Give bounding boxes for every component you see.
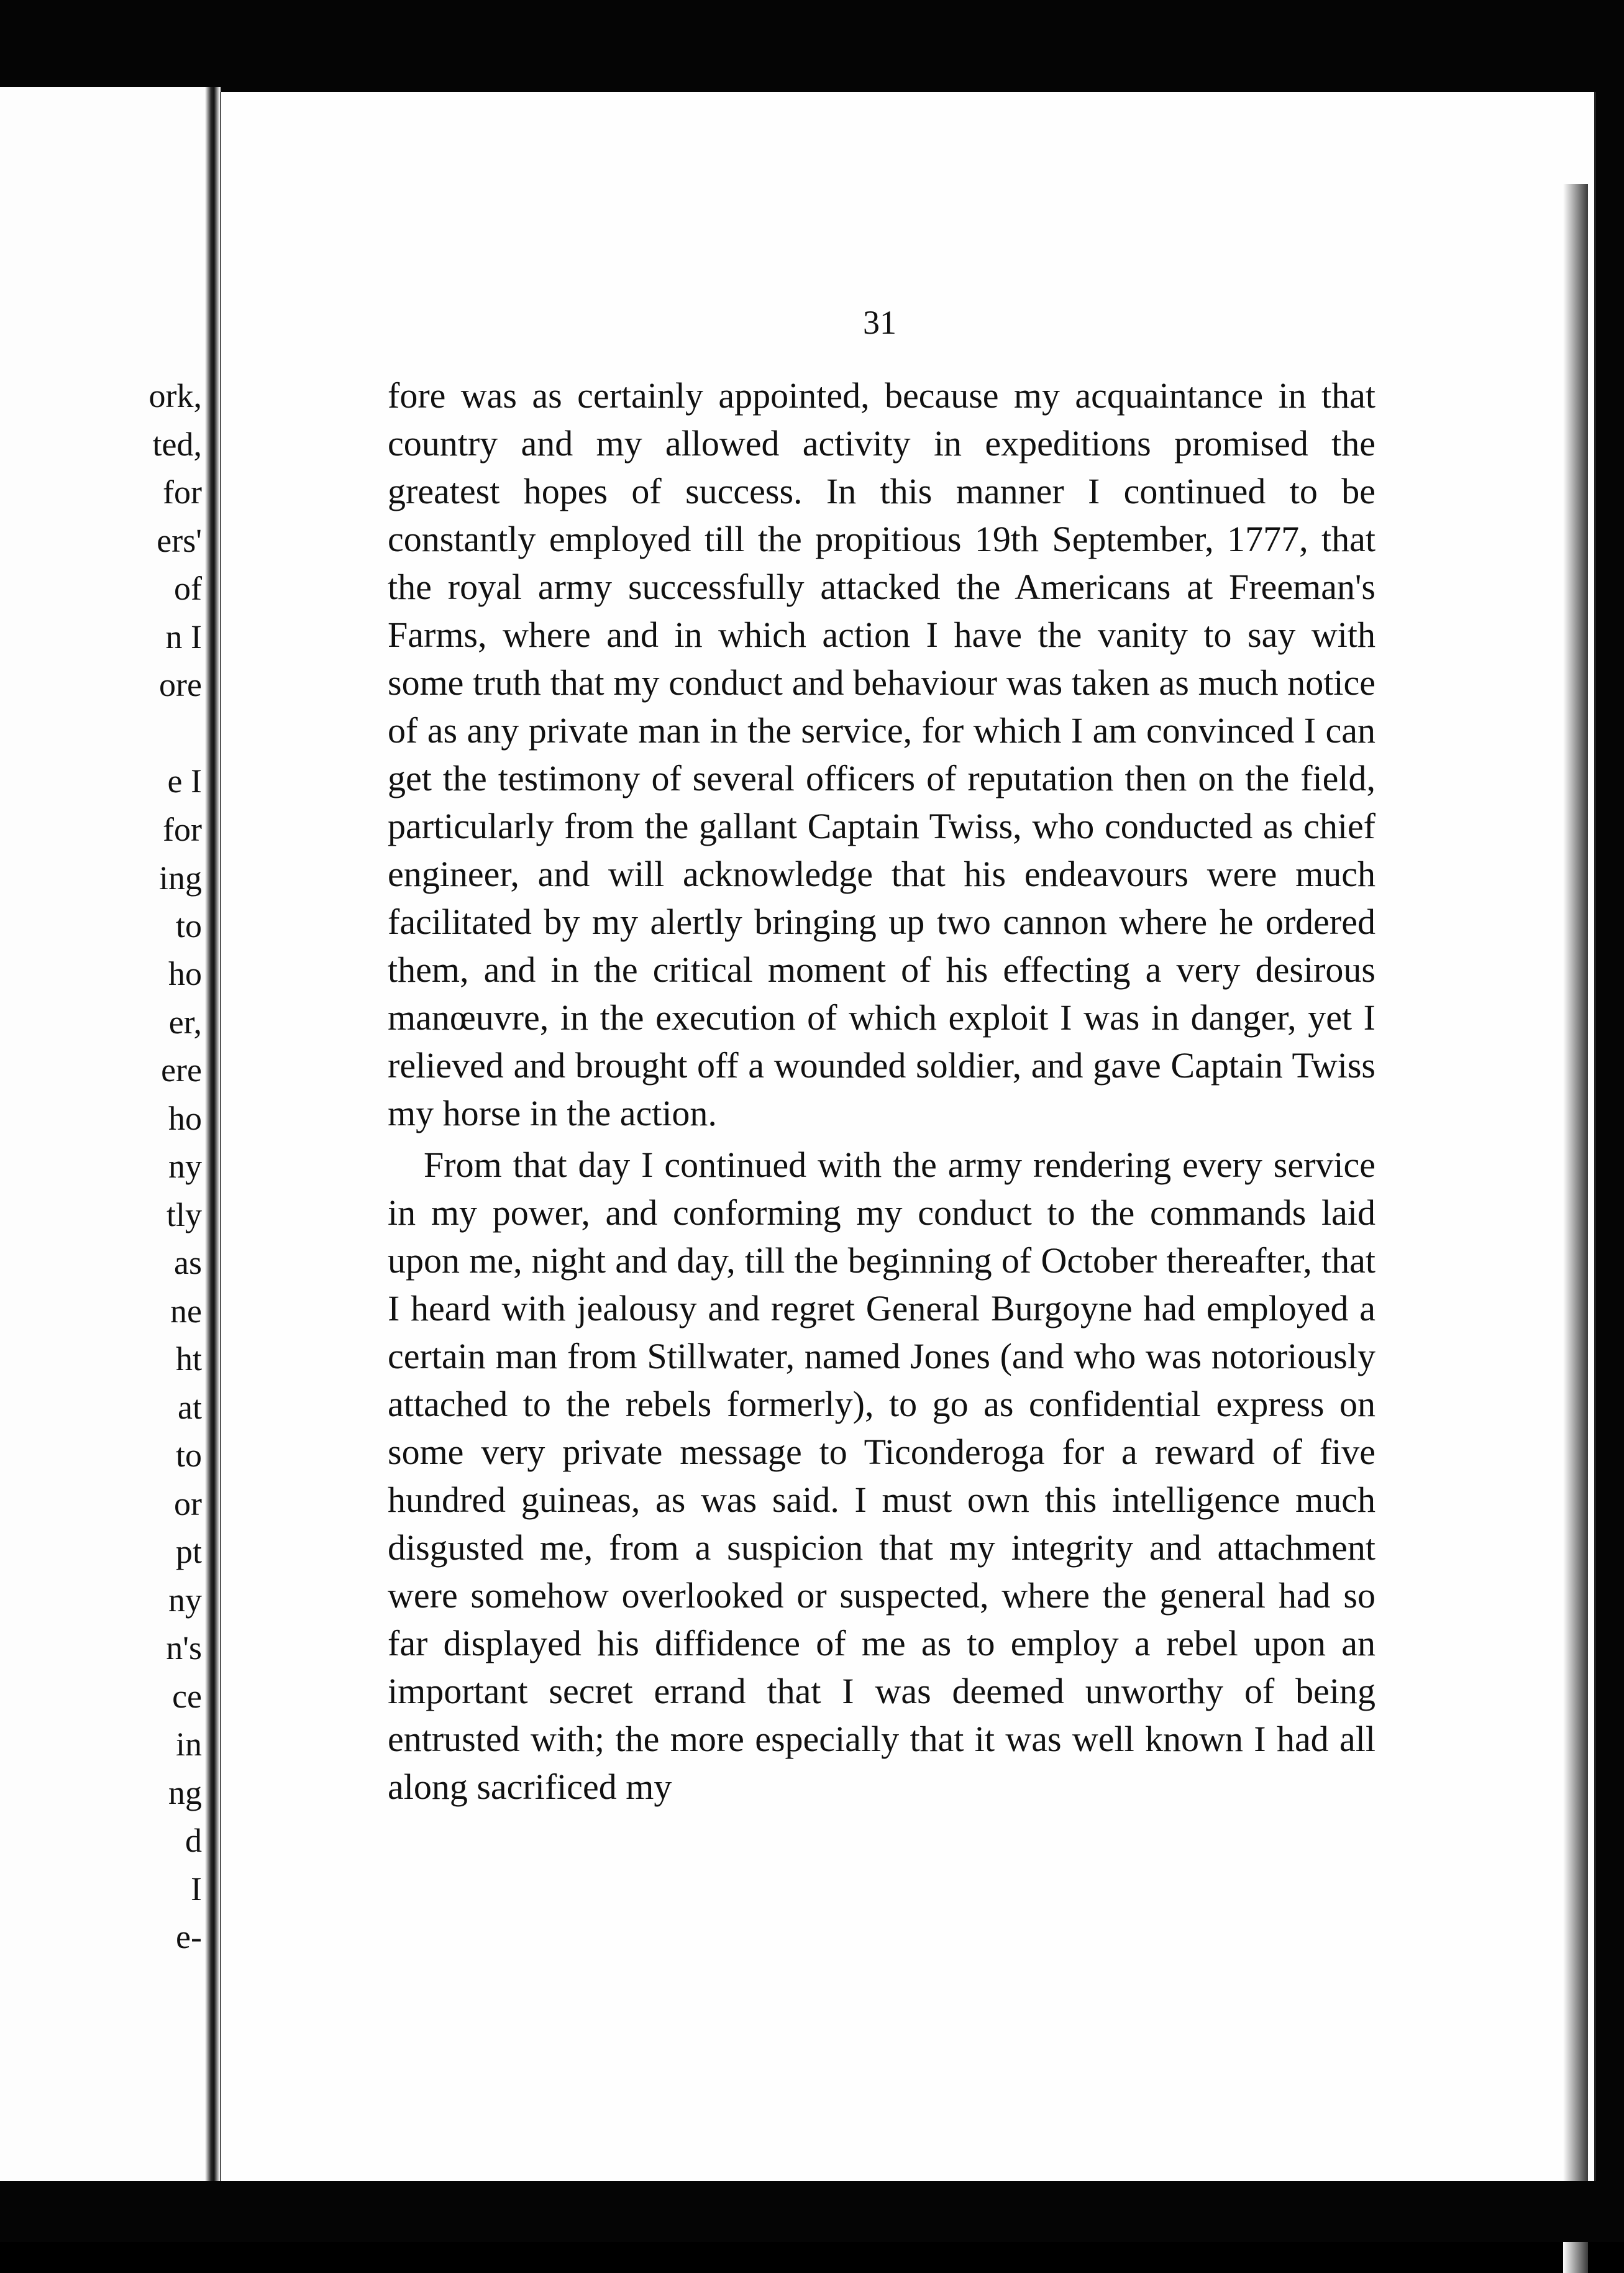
left-page-fragment: e-: [176, 1918, 202, 1955]
left-page-fragment: as: [174, 1244, 202, 1281]
page-text: [388, 372, 1375, 1811]
left-page-fragment: tly: [166, 1196, 202, 1233]
left-page-fragment: or: [174, 1485, 202, 1522]
left-page-fragment: er,: [168, 1004, 202, 1041]
left-page-fragment: in: [175, 1726, 202, 1763]
left-page-fragment: for: [163, 811, 202, 848]
left-page-fragment: d: [185, 1822, 202, 1859]
left-page-fragment: ere: [161, 1051, 202, 1089]
left-page-fragment: ted,: [152, 426, 202, 463]
left-page-fragment: n I: [165, 618, 202, 656]
left-page-fragment: at: [178, 1389, 202, 1426]
left-page-fragment: to: [175, 907, 202, 944]
left-page-fragment: ny: [168, 1148, 202, 1185]
left-page-fragment: n's: [166, 1629, 202, 1667]
left-page-fragment: e I: [167, 762, 202, 800]
left-page-fragment: to: [175, 1437, 202, 1474]
left-page-fragment: ht: [175, 1340, 202, 1378]
left-page-fragment: ce: [172, 1678, 202, 1715]
paragraph-2: From that day I continued with the army rendering every service in my power, and conforming my conduct to the commands laid upon me, night and day, till the beginning of October thereafter, that I heard with jealousy and regret General Burgoyne had employed a certain man from Stillwater, named Jones (and who was notoriously attached to the rebels formerly), to go as confidential express on some very private message to Ticonderoga for a reward of five hundred guineas, as was said. I must own this intelligence much disgusted me, from a suspicion that my integrity and attachment were somehow overlooked or suspected, where the general had so far displayed his diffidence of me as to employ a rebel upon an important secret errand that I was deemed unworthy of being entrusted with; the more especially that it was well known I had all along sacrificed my: [388, 1145, 1375, 1807]
left-page-fragment: ho: [168, 1100, 202, 1137]
left-page-fragment: ork,: [148, 377, 202, 414]
left-page-fragment: ore: [159, 666, 202, 703]
left-page-fragment: I: [191, 1870, 202, 1908]
left-page-fragment: ing: [158, 859, 202, 897]
left-page-fragment: ne: [170, 1292, 202, 1330]
left-page-fragment: ers': [157, 522, 202, 559]
book-gutter: [205, 87, 220, 2181]
left-page-fragment: pt: [175, 1533, 202, 1570]
left-page-fragment: ny: [168, 1581, 202, 1619]
paragraph-1: fore was as certainly appointed, because my acquaintance in that country and my allowed activity in expeditions promised the greatest hopes of success. In this manner I continued to be constantly employed till the propitious 19th September, 1777, that the royal army successfully attacked the Americans at Freeman's Farms, where and in which action I have the vanity to say with some truth that my conduct and behaviour was taken as much notice of as any private man in the service, for which I am convinced I can get the testimony of several officers of reputation then on the field, particularly from the gallant Captain Twiss, who conducted as chief engineer, and will acknowledge that his endeavours were much facilitated by my alertly bringing up two cannon where he ordered them, and in the critical moment of his effecting a very desirous manœuvre, in the execution of which exploit I was in danger, yet I relieved and brought off a wounded soldier, and gave Captain Twiss my horse in the action.: [388, 375, 1375, 1133]
scan-bottom-border: [0, 2181, 1624, 2242]
left-page-fragment: of: [174, 570, 202, 607]
left-page-fragment: ho: [168, 955, 202, 992]
left-page-fragment: for: [163, 473, 202, 511]
page-number: 31: [863, 304, 896, 341]
left-page: [0, 87, 221, 2181]
page-edge: [1563, 184, 1588, 2273]
right-page: [220, 92, 1596, 2181]
left-page-fragment: ng: [168, 1774, 202, 1811]
